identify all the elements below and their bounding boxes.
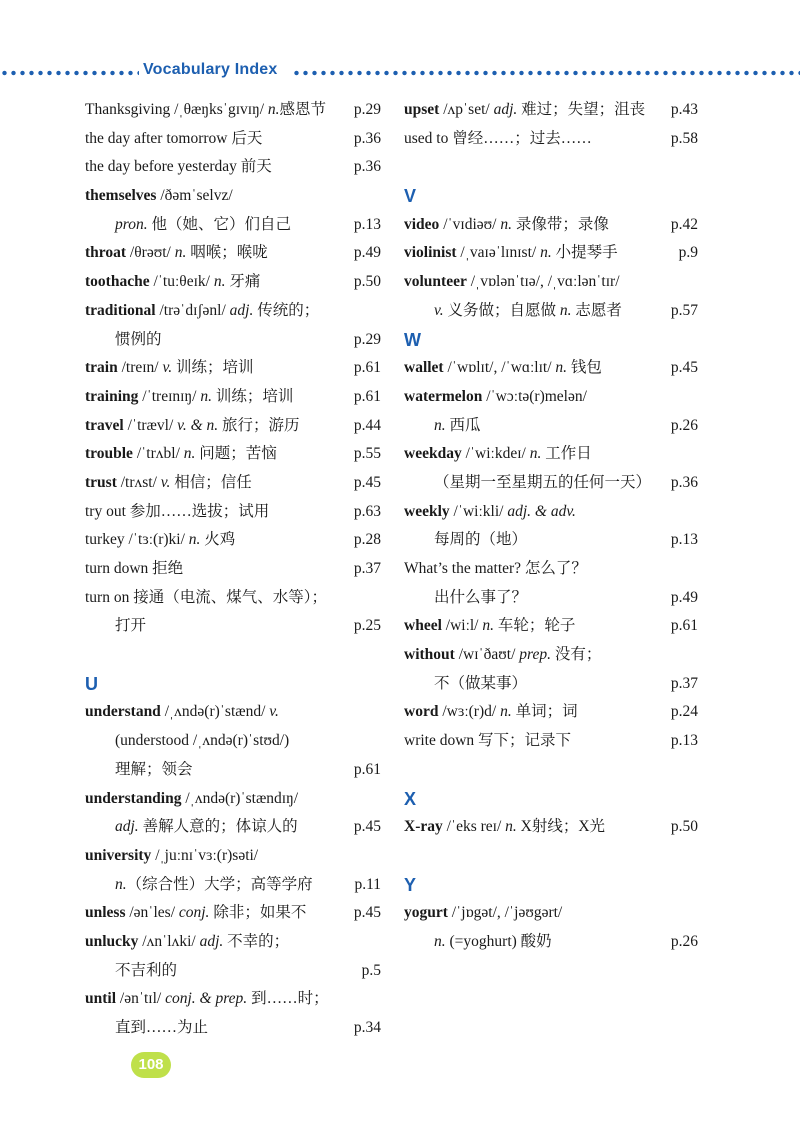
part-of-speech: v. <box>269 703 279 721</box>
headword: trust <box>85 473 117 491</box>
entry-segment: 火鸡 <box>200 531 236 549</box>
part-of-speech: n. <box>188 531 201 549</box>
entry-segment: What’s the matter? 怎么了？ <box>404 560 587 577</box>
headword: training <box>85 387 139 405</box>
entry-segment: 西瓜 <box>445 416 481 434</box>
vocab-entry <box>404 498 698 527</box>
entry-text <box>404 211 609 240</box>
entry-text <box>85 612 146 641</box>
entry-segment: /ˈwɔːtə(r)melən/ <box>482 387 587 405</box>
dotted-rule-right <box>292 70 800 76</box>
page-reference: p.43 <box>670 101 698 118</box>
entry-segment: 惯例的 <box>115 330 162 348</box>
entry-text <box>85 871 313 900</box>
vocab-entry <box>85 698 381 727</box>
page-reference: p.28 <box>353 531 381 549</box>
page-reference: p.5 <box>361 961 381 979</box>
entry-text <box>404 698 578 727</box>
entry-continuation <box>404 412 698 441</box>
entry-text <box>404 928 552 957</box>
entry-segment: 直到……为止 <box>115 1019 209 1036</box>
entry-segment: /ˈeks reɪ/ <box>442 818 506 836</box>
entry-text <box>404 354 602 383</box>
page-reference: p.45 <box>353 904 381 922</box>
page-reference: p.9 <box>678 244 698 262</box>
page-reference: p.44 <box>353 416 381 434</box>
vocab-entry <box>404 899 698 928</box>
entry-segment: 车轮；轮子 <box>494 617 576 635</box>
part-of-speech: n. <box>213 273 226 291</box>
vocab-entry <box>85 125 381 154</box>
entry-continuation <box>85 326 381 355</box>
page-reference: p.13 <box>353 215 381 233</box>
vocab-entry <box>404 440 698 469</box>
entry-text <box>85 96 326 125</box>
headword: unless <box>85 904 126 922</box>
vocab-entry <box>85 899 381 928</box>
entry-segment: /ˈwiːkli/ <box>449 502 508 520</box>
entry-text <box>85 842 258 871</box>
part-of-speech: n. <box>505 818 517 836</box>
entry-segment: turn on 接通（电流、煤气、水等）； <box>85 588 327 606</box>
entry-text <box>85 297 319 326</box>
entry-segment: 不吉利的 <box>115 961 178 979</box>
entry-segment: Thanksgiving /ˌθæŋksˈgɪvɪŋ/ <box>85 101 268 118</box>
vocab-entry <box>85 440 381 469</box>
entry-text <box>404 297 622 326</box>
page-reference: p.29 <box>353 330 381 348</box>
page-reference: p.49 <box>353 244 381 262</box>
part-of-speech: n. <box>500 703 512 721</box>
headword: train <box>85 359 118 377</box>
vocab-entry <box>85 383 381 412</box>
vocab-entry <box>85 526 381 555</box>
page-number-badge: 108 <box>131 1052 171 1078</box>
headword: travel <box>85 416 124 434</box>
section-gap <box>404 842 698 871</box>
page-reference: p.61 <box>353 760 381 778</box>
page-reference: p.36 <box>353 158 381 176</box>
entry-segment: /ˈtrævl/ <box>123 416 178 434</box>
section-letter: W <box>404 329 421 350</box>
entry-segment: /ˌʌndə(r)ˈstændɪŋ/ <box>181 789 299 807</box>
entry-text <box>404 555 587 584</box>
page-reference: p.26 <box>670 416 698 434</box>
headword: toothache <box>85 273 150 291</box>
entry-text <box>85 899 306 928</box>
entry-segment: /ˌvaɪəˈlɪnɪst/ <box>456 244 541 262</box>
page-reference: p.61 <box>353 359 381 377</box>
entry-text <box>85 1014 208 1043</box>
entry-text <box>404 584 527 613</box>
vocab-entry <box>404 96 698 125</box>
part-of-speech: n. <box>183 445 196 463</box>
entry-text <box>85 326 162 355</box>
entry-segment: 小提琴手 <box>551 244 618 262</box>
page-reference: p.36 <box>353 129 381 147</box>
entry-segment: /ðəmˈselvz/ <box>156 187 233 205</box>
entry-segment: /ʌpˈset/ <box>439 101 494 118</box>
entry-segment: 训练；培训 <box>211 387 294 405</box>
entry-segment: (understood /ˌʌndə(r)ˈstʊd/) <box>115 732 290 750</box>
entry-segment: 工作日 <box>541 445 592 463</box>
vocab-entry <box>404 698 698 727</box>
part-of-speech: v. <box>162 359 173 377</box>
entry-continuation <box>85 727 381 756</box>
headword: understand <box>85 703 161 721</box>
entry-segment: 训练；培训 <box>172 359 254 377</box>
part-of-speech: n. <box>529 445 542 463</box>
entry-segment: 咽喉；喉咙 <box>186 244 268 262</box>
entry-segment: /wiːl/ <box>441 617 483 635</box>
entry-continuation <box>85 612 381 641</box>
page-reference: p.45 <box>670 359 698 377</box>
page-reference: p.42 <box>670 215 698 233</box>
entry-text <box>85 354 254 383</box>
entry-continuation <box>404 469 698 498</box>
entry-text <box>85 182 233 211</box>
entry-segment: 到……时； <box>247 990 329 1008</box>
entry-segment: turn down 拒绝 <box>85 560 184 577</box>
part-of-speech: prep. <box>519 646 552 664</box>
headword: wheel <box>404 617 442 635</box>
entry-text <box>85 239 268 268</box>
entry-text <box>85 957 177 986</box>
entry-segment: X射线；X光 <box>516 818 606 836</box>
entry-segment: 志愿者 <box>571 301 622 319</box>
vocab-entry <box>85 785 381 814</box>
entry-segment: /ˌvɒlənˈtɪə/, /ˌvɑːlənˈtɪr/ <box>466 273 620 291</box>
part-of-speech: n. <box>555 359 568 377</box>
entry-segment: /ˈjɒgət/, /ˈjəʊgərt/ <box>447 904 563 922</box>
entry-segment: 难过；失望；沮丧 <box>517 101 646 118</box>
headword: upset <box>404 101 440 118</box>
section-letter: X <box>404 788 417 809</box>
page-reference: p.61 <box>353 387 381 405</box>
part-of-speech: n. <box>482 617 494 635</box>
headword: weekly <box>404 502 450 520</box>
page-reference: p.61 <box>670 617 698 635</box>
section-letter: U <box>85 673 98 694</box>
entry-segment: 不（做某事） <box>434 674 528 692</box>
entry-continuation <box>85 957 381 986</box>
part-of-speech: n. <box>559 301 572 319</box>
entry-continuation <box>404 584 698 613</box>
entry-text <box>404 96 645 125</box>
headword: X-ray <box>404 818 443 836</box>
dotted-rule-left <box>0 70 139 76</box>
entry-segment: try out 参加……选拔；试用 <box>85 502 270 520</box>
entry-text <box>404 268 620 297</box>
part-of-speech: n. <box>115 875 127 893</box>
page-reference: p.36 <box>670 473 698 491</box>
entry-continuation <box>85 871 381 900</box>
entry-segment: /ˈtreɪnɪŋ/ <box>138 387 201 405</box>
vocab-entry <box>85 354 381 383</box>
headword: violinist <box>404 244 457 262</box>
page-reference: p.24 <box>670 703 698 721</box>
vocab-entry <box>404 641 698 670</box>
entry-segment: 传统的； <box>253 301 320 319</box>
part-of-speech: n. <box>200 387 212 405</box>
headword: yogurt <box>404 904 448 922</box>
entry-segment: /ˈtrʌbl/ <box>132 445 184 463</box>
entry-segment: used to 曾经……；过去…… <box>404 129 592 147</box>
entry-segment: 单词；词 <box>511 703 578 721</box>
headword: throat <box>85 244 127 262</box>
entry-text <box>85 785 298 814</box>
entry-segment: 旅行；游历 <box>218 416 300 434</box>
page-reference: p.63 <box>353 502 381 520</box>
entry-segment: the day before yesterday 前天 <box>85 158 272 176</box>
page-reference: p.45 <box>353 818 381 836</box>
part-of-speech: adj. <box>199 932 224 950</box>
entry-segment: /ˌʌndə(r)ˈstænd/ <box>160 703 270 721</box>
entry-text <box>85 125 262 154</box>
part-of-speech: adj. <box>229 301 254 319</box>
entry-segment: /wɪˈðaʊt/ <box>454 646 520 664</box>
part-of-speech: v. <box>160 473 171 491</box>
section-header <box>0 61 800 83</box>
entry-segment: 相信；信任 <box>170 473 252 491</box>
entry-segment: （星期一至星期五的任何一天） <box>434 473 652 491</box>
entry-segment: 钱包 <box>567 359 602 377</box>
entry-text <box>404 239 618 268</box>
part-of-speech: pron. <box>115 215 148 233</box>
entry-segment: 他（她、它）们自己 <box>147 215 291 233</box>
headword: wallet <box>404 359 444 377</box>
entry-segment: 义务做；自愿做 <box>443 301 560 319</box>
entry-segment: （综合性）大学；高等学府 <box>126 875 313 893</box>
entry-text <box>85 928 289 957</box>
entry-text <box>85 498 269 527</box>
entry-text <box>85 756 193 785</box>
entry-text <box>85 469 252 498</box>
part-of-speech: n. <box>267 101 280 118</box>
entry-segment: turkey /ˈtɜː(r)ki/ <box>85 531 189 549</box>
entry-segment: 不幸的； <box>223 932 290 950</box>
entry-text <box>85 985 329 1014</box>
page-reference: p.49 <box>670 588 698 606</box>
vocab-entry <box>85 584 381 613</box>
page-reference: p.29 <box>353 101 381 118</box>
entry-segment: 录像带；录像 <box>511 215 609 233</box>
page-reference: p.37 <box>670 674 698 692</box>
entry-segment: /ˈwɒlɪt/, /ˈwɑːlɪt/ <box>443 359 556 377</box>
entry-text <box>404 412 481 441</box>
vocab-entry <box>85 928 381 957</box>
vocab-entry <box>85 268 381 297</box>
entry-continuation <box>404 297 698 326</box>
vocab-entry <box>85 153 381 182</box>
entry-segment: /ənˈles/ <box>125 904 179 922</box>
entry-text <box>404 727 571 756</box>
entry-text <box>85 526 235 555</box>
headword: themselves <box>85 187 157 205</box>
headword: word <box>404 703 439 721</box>
page-reference: p.50 <box>670 818 698 836</box>
vocab-entry <box>404 383 698 412</box>
entry-segment: /ˌjuːnɪˈvɜː(r)səti/ <box>151 846 259 864</box>
entry-text <box>404 526 527 555</box>
page-reference: p.57 <box>670 301 698 319</box>
entry-text <box>404 813 605 842</box>
headword: without <box>404 646 455 664</box>
entry-continuation <box>85 813 381 842</box>
part-of-speech: v. <box>434 301 444 319</box>
entry-text <box>85 268 260 297</box>
vocab-entry <box>404 211 698 240</box>
headword: video <box>404 215 440 233</box>
entry-continuation <box>85 756 381 785</box>
entry-segment: /treɪn/ <box>117 359 163 377</box>
part-of-speech: n. <box>500 215 512 233</box>
part-of-speech: n. <box>174 244 187 262</box>
vocab-entry <box>85 182 381 211</box>
entry-text <box>404 469 651 498</box>
entry-segment: 每周的（地） <box>434 531 528 549</box>
vocab-entry <box>404 727 698 756</box>
headword: weekday <box>404 445 462 463</box>
page-reference: p.55 <box>353 445 381 463</box>
vocab-entry <box>85 96 381 125</box>
headword: university <box>85 846 152 864</box>
entry-segment: 善解人意的；体谅人的 <box>138 818 298 836</box>
entry-text <box>85 813 298 842</box>
entry-segment: /ʌnˈlʌki/ <box>138 932 200 950</box>
part-of-speech: n. <box>434 416 446 434</box>
entry-segment: 感恩节 <box>279 101 327 118</box>
entry-text <box>404 899 562 928</box>
entry-segment: /θrəʊt/ <box>126 244 175 262</box>
part-of-speech: adj. <box>115 818 139 836</box>
entry-segment: /trəˈdɪʃənl/ <box>155 301 230 319</box>
entry-segment: /trʌst/ <box>116 473 161 491</box>
left-column <box>85 96 381 1043</box>
vocab-entry <box>85 412 381 441</box>
entry-segment: 没有； <box>551 646 602 664</box>
vocab-entry <box>85 555 381 584</box>
entry-segment: (=yoghurt) 酸奶 <box>445 932 552 950</box>
page-reference: p.34 <box>353 1019 381 1036</box>
headword: volunteer <box>404 273 467 291</box>
part-of-speech: adj. & adv. <box>507 502 576 520</box>
vocab-entry <box>404 239 698 268</box>
section-gap <box>404 756 698 785</box>
vocab-entry <box>85 985 381 1014</box>
page-reference: p.25 <box>353 617 381 635</box>
entry-continuation <box>85 1014 381 1043</box>
entry-text <box>85 211 291 240</box>
entry-segment: /ˈtuːθeɪk/ <box>149 273 214 291</box>
headword: trouble <box>85 445 133 463</box>
entry-text <box>404 641 601 670</box>
headword: watermelon <box>404 387 483 405</box>
entry-segment: /ənˈtɪl/ <box>116 990 166 1008</box>
section-letter: V <box>404 186 417 207</box>
entry-text <box>85 698 279 727</box>
section-letter: Y <box>404 874 417 895</box>
page-reference: p.26 <box>670 932 698 950</box>
page-reference: p.13 <box>670 531 698 549</box>
part-of-speech: adj. <box>493 101 518 118</box>
page-reference: p.13 <box>670 732 698 750</box>
headword: understanding <box>85 789 182 807</box>
page-reference: p.11 <box>354 875 381 893</box>
header-title: Vocabulary Index <box>143 61 278 78</box>
entry-segment: write down 写下；记录下 <box>404 732 572 750</box>
vocab-entry <box>85 297 381 326</box>
entry-segment: 出什么事了？ <box>434 588 528 606</box>
entry-text <box>85 412 300 441</box>
entry-segment: 除非；如果不 <box>209 904 307 922</box>
entry-segment: /ˈwiːkdeɪ/ <box>461 445 530 463</box>
entry-text <box>85 153 272 182</box>
vocab-entry <box>404 612 698 641</box>
entry-continuation <box>404 928 698 957</box>
headword: traditional <box>85 301 156 319</box>
entry-text <box>85 584 327 613</box>
part-of-speech: conj. & prep. <box>165 990 248 1008</box>
entry-continuation <box>404 670 698 699</box>
page-reference: p.50 <box>353 273 381 291</box>
entry-segment: 打开 <box>115 617 147 635</box>
entry-text <box>404 670 527 699</box>
right-column <box>404 96 698 957</box>
vocab-entry <box>404 125 698 154</box>
entry-text <box>404 498 576 527</box>
part-of-speech: conj. <box>178 904 210 922</box>
entry-text <box>85 440 277 469</box>
headword: until <box>85 990 117 1008</box>
headword: unlucky <box>85 932 139 950</box>
part-of-speech: n. <box>434 932 446 950</box>
entry-text <box>85 555 183 584</box>
vocab-entry <box>404 813 698 842</box>
part-of-speech: v. & n. <box>177 416 219 434</box>
section-gap <box>85 641 381 670</box>
vocab-entry <box>85 842 381 871</box>
entry-segment: 问题；苦恼 <box>195 445 277 463</box>
page-reference: p.37 <box>353 560 381 577</box>
entry-text <box>404 612 575 641</box>
section-gap <box>404 153 698 182</box>
entry-segment: 理解；领会 <box>115 760 193 778</box>
vocab-entry <box>404 354 698 383</box>
page-reference: p.45 <box>353 473 381 491</box>
vocab-entry <box>404 555 698 584</box>
entry-text <box>404 125 592 154</box>
vocab-entry <box>85 239 381 268</box>
entry-segment: the day after tomorrow 后天 <box>85 129 263 147</box>
entry-segment: /wɜː(r)d/ <box>438 703 501 721</box>
entry-segment: /ˈvɪdiəʊ/ <box>439 215 501 233</box>
entry-continuation <box>404 526 698 555</box>
vocab-entry <box>85 469 381 498</box>
entry-text <box>85 727 289 756</box>
vocab-entry <box>85 498 381 527</box>
page-reference: p.58 <box>670 129 698 147</box>
part-of-speech: n. <box>540 244 552 262</box>
entry-text <box>404 440 592 469</box>
entry-segment: 牙痛 <box>225 273 261 291</box>
entry-text <box>404 383 587 412</box>
entry-continuation <box>85 211 381 240</box>
entry-text <box>85 383 293 412</box>
vocab-entry <box>404 268 698 297</box>
